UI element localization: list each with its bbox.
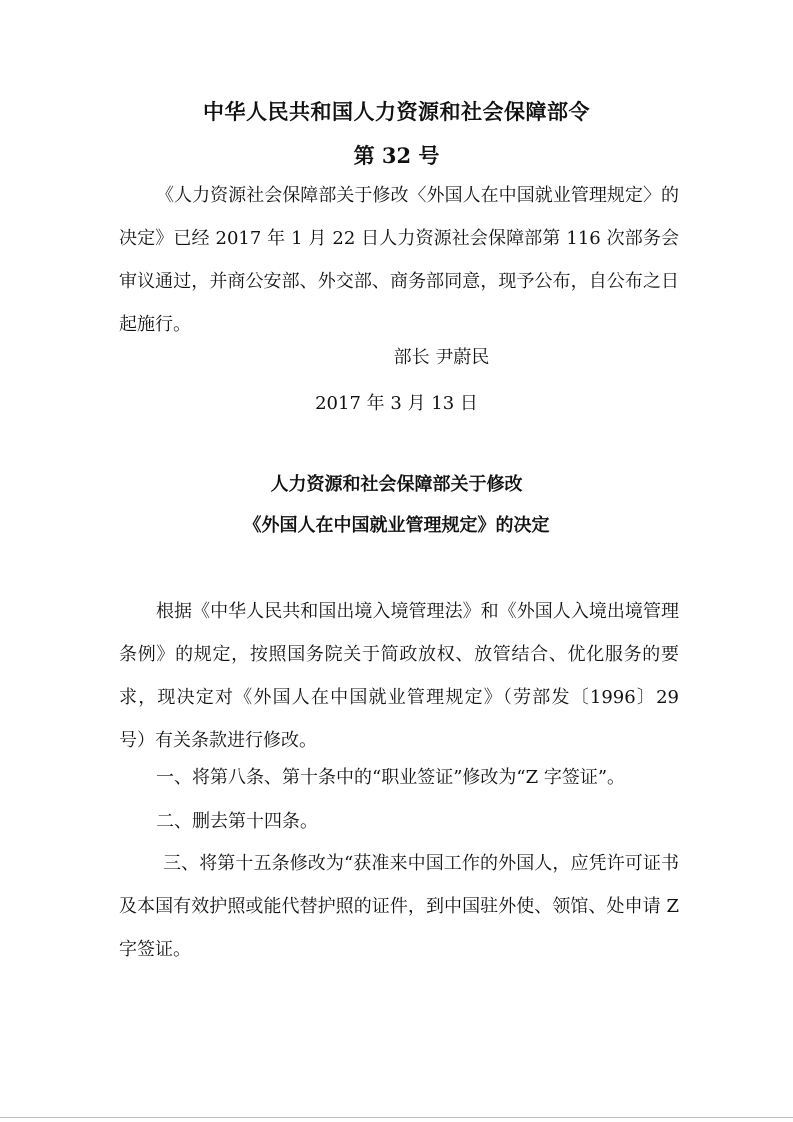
decision-item-1: 一、将第八条、第十条中的“职业签证”修改为“Z 字签证”。 <box>156 767 626 788</box>
decision-title-line-2: 《外国人在中国就业管理规定》的决定 <box>243 515 550 536</box>
decision-preamble: 根据《中华人民共和国出境入境管理法》和《外国人入境出境管理条例》的规定，按照国务院关于简政放权、放管结合、优化服务的要求，现决定对《外国人在中国就业管理规定》（劳部发〔1996〕29 号）有关条款进行修改。 <box>119 601 679 751</box>
decision-title-line-1: 人力资源和社会保障部关于修改 <box>270 474 523 495</box>
signer-line <box>0 344 793 372</box>
order-title: 中华人民共和国人力资源和社会保障部令 <box>203 99 590 124</box>
decision-item-2: 二、删去第十四条。 <box>156 811 318 832</box>
signature-date: 2017 年 3 月 13 日 <box>315 393 478 414</box>
intro-paragraph: 《人力资源社会保障部关于修改〈外国人在中国就业管理规定〉的决定》已经 2017 年 1 月 22 日人力资源社会保障部第 116 次部务会审议通过，并商公安部、外交部、商务部同意，现予公布，自公布之日起施行。 <box>119 185 679 335</box>
signer-name: 部长 尹蔚民 <box>393 347 490 368</box>
order-number: 第 32 号 <box>353 143 440 168</box>
decision-item-3: 三、将第十五条修改为“获准来中国工作的外国人，应凭许可证书及本国有效护照或能代替护照的证件，到中国驻外使、领馆、处申请 Z 字签证。 <box>119 853 679 960</box>
page-bottom-rule <box>0 1117 793 1118</box>
